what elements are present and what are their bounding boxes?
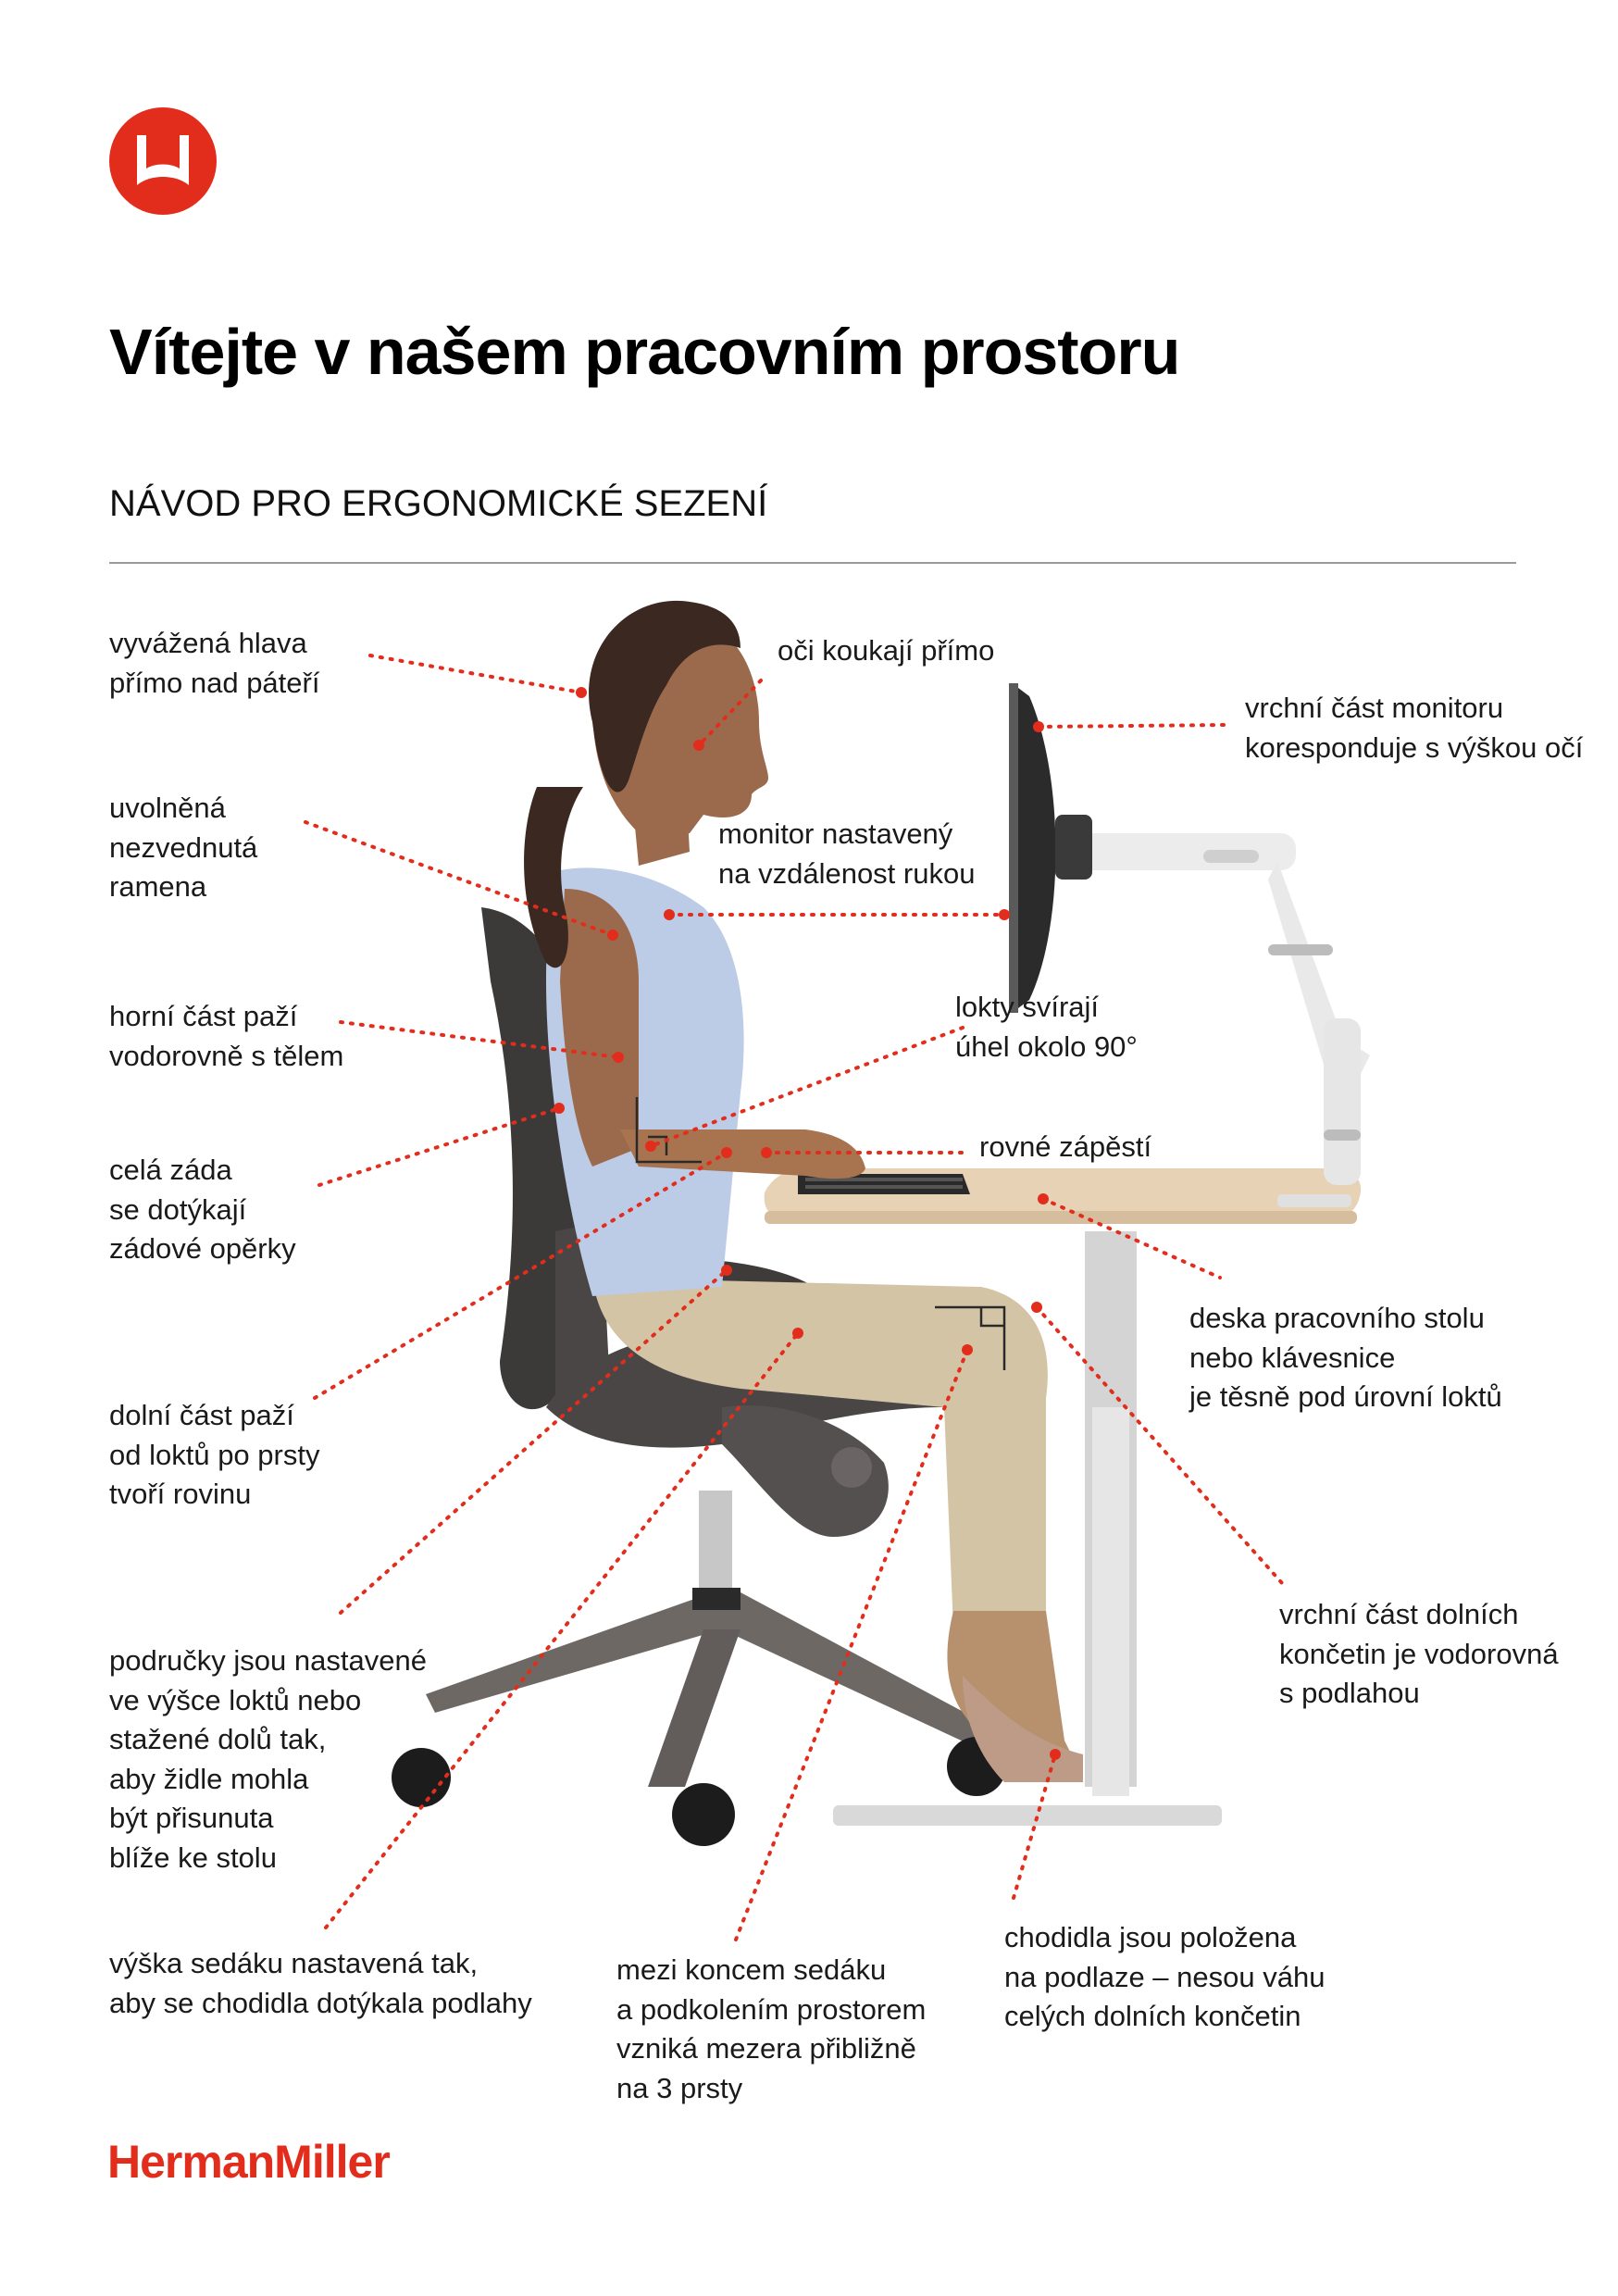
label-seat-height: výška sedáku nastavená tak, aby se chodidla dotýkala podlahy xyxy=(109,1947,532,2019)
label-armrests: područky jsou nastavené ve výšce loktů nebo stažené dolů tak, aby židle mohla být přisunuta blíže ke stolu xyxy=(109,1644,427,1874)
label-elbows: lokty svírají úhel okolo 90° xyxy=(955,991,1138,1063)
label-desk: deska pracovního stolu nebo klávesnice je těsně pod úrovní loktů xyxy=(1189,1302,1502,1413)
label-seat-gap: mezi koncem sedáku a podkolením prostorem vzniká mezera přibližně na 3 prsty xyxy=(616,1953,927,2104)
brand-wordmark: HermanMiller xyxy=(107,2136,390,2188)
monitor xyxy=(1009,683,1092,1013)
label-feet: chodidla jsou položena na podlaze – nesou váhu celých dolních končetin xyxy=(1004,1921,1326,2032)
label-forearms: dolní část paží od loktů po prsty tvoří rovinu xyxy=(109,1399,320,1510)
label-upper-arms: horní část paží vodorovně s tělem xyxy=(109,1000,344,1072)
page-subtitle: NÁVOD PRO ERGONOMICKÉ SEZENÍ xyxy=(109,483,768,524)
label-eyes: oči koukají přímo xyxy=(778,634,995,667)
label-shoulders: uvolněná nezvednutá ramena xyxy=(109,792,258,903)
label-back: celá záda se dotýkají zádové opěrky xyxy=(109,1154,296,1265)
label-head: vyvážená hlava přímo nad páteří xyxy=(109,627,320,699)
label-monitor-top: vrchní část monitoru koresponduje s výškou očí xyxy=(1245,692,1584,764)
label-thighs: vrchní část dolních končetin je vodorovná s podlahou xyxy=(1279,1598,1559,1709)
label-monitor-distance: monitor nastavený na vzdálenost rukou xyxy=(718,817,976,890)
label-wrists: rovné zápěstí xyxy=(979,1130,1152,1163)
page-title: Vítejte v našem pracovním prostoru xyxy=(109,316,1180,388)
